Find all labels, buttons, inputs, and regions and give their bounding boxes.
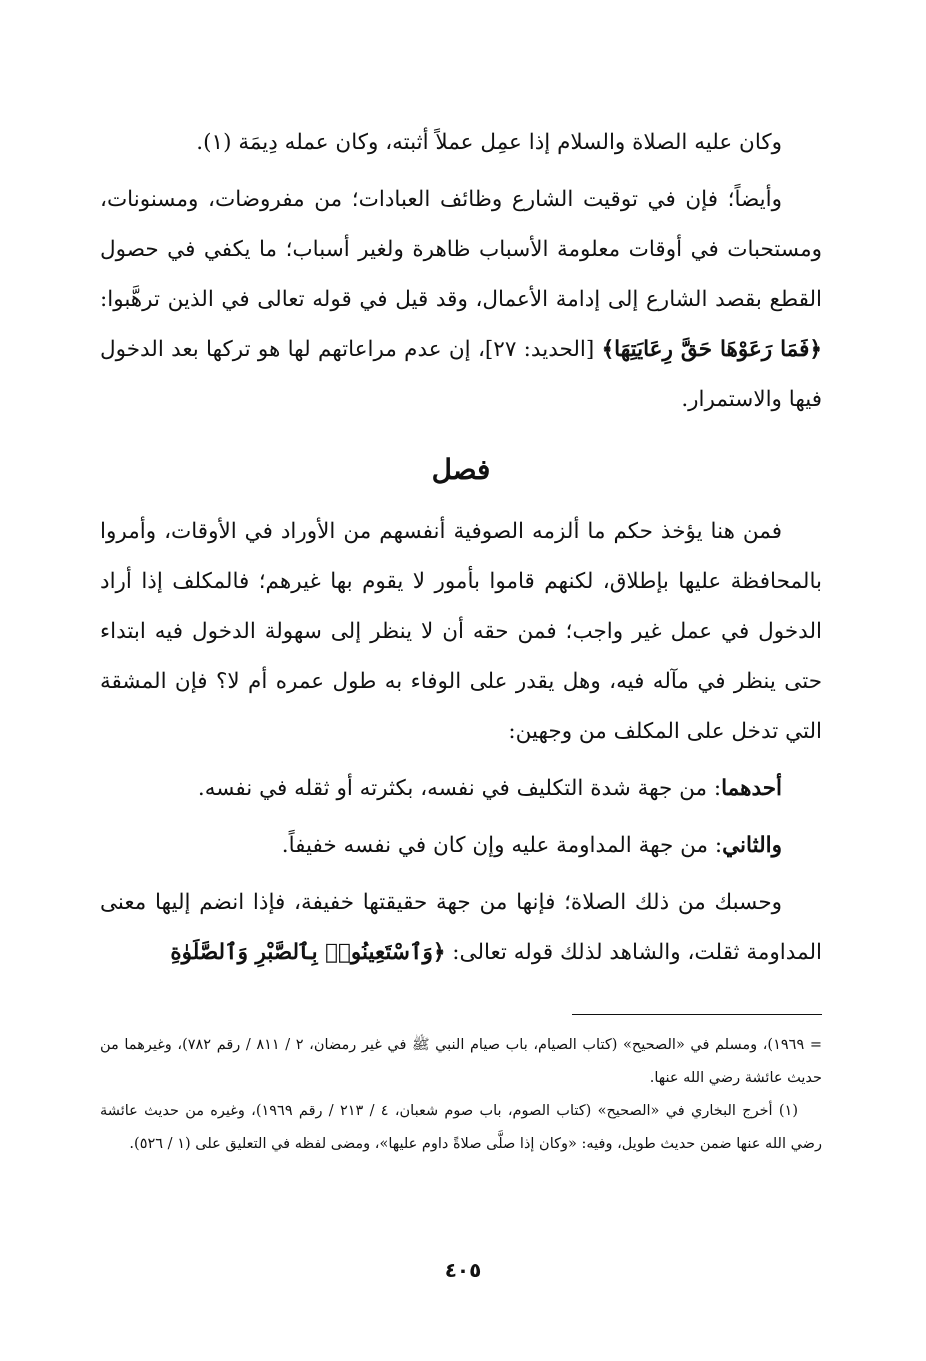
quran-verse-1: ﴿فَمَا رَعَوْهَا حَقَّ رِعَايَتِهَا﴾ <box>601 337 822 362</box>
paragraph-1: وكان عليه الصلاة والسلام إذا عمِل عملاً أثبته، وكان عمله دِيمَة (١). <box>196 130 782 155</box>
paragraph-3: فمن هنا يؤخذ حكم ما ألزمه الصوفية أنفسهم من الأوراد في الأوقات، وأمروا بالمحافظة عليها بإطلاق، لكنهم قاموا بأمور لا يقوم بها غيرهم؛ فالمكلف إذا أراد الدخول في عمل غير واجب؛ فمن حقه أن لا ينظر إلى سهولة الدخول فيه ابتداء حتى ينظر في مآله فيه، وهل يقدر على الوفاء به طول عمره أم لا؟ فإن المشقة التي تدخل على المكلف من وجهين: <box>100 519 822 744</box>
paragraph-6-text: وحسبك من ذلك الصلاة؛ فإنها من جهة حقيقتها خفيفة، فإذا انضم إليها معنى المداومة ثقلت، والشاهد لذلك قوله تعالى: <box>100 890 822 965</box>
footnote-separator <box>572 1014 822 1015</box>
section-heading: فصل <box>431 453 491 486</box>
footnote-continuation: = ١٩٦٩)، ومسلم في «الصحيح» (كتاب الصيام، باب صيام النبي ﷺ في غير رمضان، ٢ / ٨١١ / رقم ٧٨٢)، وغيرهما من حديث عائشة رضي الله عنها. <box>100 1037 822 1086</box>
paragraph-6 <box>100 878 822 978</box>
page-body <box>100 118 822 1361</box>
paragraph-5-label: والثاني <box>722 833 782 858</box>
paragraph-5-text: : من جهة المداومة عليه وإن كان في نفسه خفيفاً. <box>281 833 723 858</box>
paragraph-2-text-end: [الحديد: ٢٧]، إن عدم مراعاتهم لها هو تركها بعد الدخول فيها والاستمرار. <box>100 337 822 412</box>
paragraph-4-text: : من جهة شدة التكليف في نفسه، بكثرته أو ثقله في نفسه. <box>197 776 722 801</box>
paragraph-4 <box>100 764 822 814</box>
footnote-1: (١) أخرج البخاري في «الصحيح» (كتاب الصوم، باب صوم شعبان، ٤ / ٢١٣ / رقم ١٩٦٩)، وغيره من حديث عائشة رضي الله عنها ضمن حديث طويل، وفيه: «وكان إذا صلَّى صلاةً داوم عليها»، ومضى لفظه في التعليق على (١ / ٥٢٦). <box>100 1103 822 1152</box>
paragraph-2-text-start: وأيضاً؛ فإن في توقيت الشارع وظائف العبادات؛ من مفروضات، ومسنونات، ومستحبات في أوقات معلومة الأسباب ظاهرة ولغير أسباب؛ ما يكفي في حصول القطع بقصد الشارع إلى إدامة الأعمال، وقد قيل في قوله تعالى في الذين ترهَّبوا: <box>100 187 822 312</box>
paragraph-4-label: أحدهما <box>721 776 782 801</box>
paragraph-2 <box>100 175 822 425</box>
quran-verse-2: ﴿وَٱسْتَعِينُوا۟ بِٱلصَّبْرِ وَٱلصَّلَوٰةِ <box>170 940 446 965</box>
paragraph-5 <box>100 821 822 871</box>
page-number: ٤٠٥ <box>444 1258 482 1282</box>
